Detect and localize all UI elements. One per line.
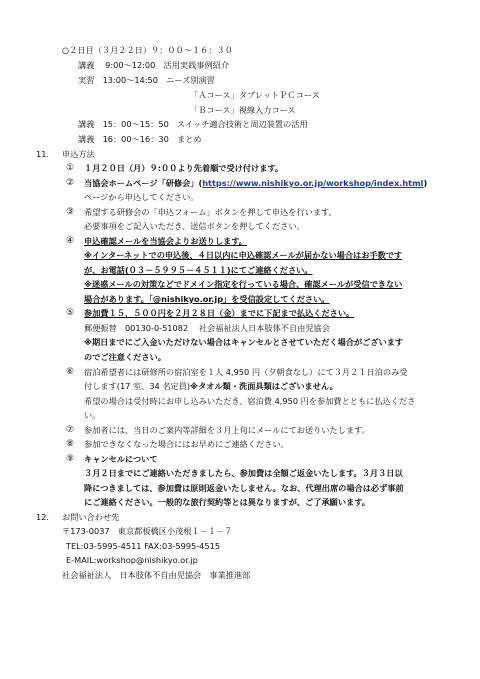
contact-address: 〒173-0037 東京都板橋区小茂根１－１－７ xyxy=(62,526,233,536)
item-2-prefix: 当協会ホームページ「研修会」( xyxy=(84,178,203,188)
item-1-marker: ① xyxy=(66,163,75,173)
day2-course-a: 「Ａコース」タブレットＰＣコース xyxy=(190,90,320,100)
item-9-marker: ⑨ xyxy=(66,454,75,464)
item-2-line-1 xyxy=(84,177,427,189)
item-4-line-1: 申込確認メールを当協会よりお送りします。 xyxy=(84,236,247,246)
section-12-title: お問い合わせ先 xyxy=(62,512,120,522)
item-3-line-2: 必要事項をご記入いただき、送信ボタンを押してください。 xyxy=(84,221,305,231)
item-7-text: 参加者には、当日のご案内等詳細を３月上旬にメールにてお送りいたします。 xyxy=(84,425,370,435)
item-4-line-3: が、お電話(０３－５９９５－４５１１)にてご連絡ください。 xyxy=(84,265,313,275)
item-2-suffix: ) xyxy=(423,178,428,188)
day2-lecture-1: 講義 9:00～12:00 活用実践事例紹介 xyxy=(78,60,230,70)
item-4-line-4: ※迷惑メールの対策などでドメイン指定を行っている場合、確認メールが受信できない xyxy=(84,279,403,289)
section-11-title: 申込方法 xyxy=(62,149,95,159)
contact-organization: 社会福祉法人 日本肢体不自由児協会 事業推進部 xyxy=(62,570,251,580)
item-4-marker: ④ xyxy=(66,236,75,246)
item-5-marker: ⑤ xyxy=(66,308,75,318)
item-4-line-2: ※インターネットでの申込後、４日以内に申込確認メールが届かない場合はお手数です xyxy=(84,250,403,260)
item-2-line-2: ページから申込してください。 xyxy=(84,192,199,202)
day2-lecture-2: 講義 15：00～15：50 スイッチ適合技術と周辺装置の活用 xyxy=(78,119,308,129)
item-6-room-capacity: 付します(17 室、34 名定員) xyxy=(84,381,191,391)
item-5-line-1: 参加費１５，５００円を２月２８日（金）までに下記まで払込ください。 xyxy=(84,308,355,318)
item-6-towel-note: ※タオル類・洗面具類はございません。 xyxy=(190,381,338,391)
item-6-line-4: い。 xyxy=(84,410,101,420)
day2-course-b: 「Ｂコース」視線入力コース xyxy=(190,105,296,115)
item-6-line-1: 宿泊希望者には研修所の宿泊室を１人 4,950 円（夕朝食なし）にて３月２１日泊のみ受 xyxy=(84,367,408,377)
item-6-marker: ⑥ xyxy=(66,367,75,377)
item-9-line-2: ３月２日までにご連絡いただきましたら、参加費は全額ご返金いたします。３月３日以 xyxy=(84,468,403,478)
item-9-line-3: 降につきましては、参加費は原則返金いたしません。なお、代理出席の場合は必ず事前 xyxy=(84,483,404,493)
item-5-line-4: のでご注意ください。 xyxy=(84,352,166,362)
item-8-text: 参加できなくなった場合にはお早めにご連絡ください。 xyxy=(84,439,289,449)
contact-email[interactable]: E-MAIL:workshop@nishikyo.or.jp xyxy=(66,555,198,565)
item-5-line-2: 郵便振替 00130-0-51082 社会福祉法人日本肢体不自由児協会 xyxy=(84,323,330,333)
item-3-marker: ③ xyxy=(66,207,75,217)
item-2-marker: ② xyxy=(66,178,75,188)
day2-practice: 実習 13:00～14:50 ニーズ別演習 xyxy=(78,75,215,85)
day2-lecture-3: 講義 16：00～16：30 まとめ xyxy=(78,134,202,144)
workshop-url-link[interactable]: https://www.nishikyo.or.jp/workshop/index.html xyxy=(202,178,424,188)
day2-header: ○２日目（３月２２日）９：００～１６：３０ xyxy=(62,45,233,55)
item-9-line-4: にご連絡ください。一般的な旅行契約等とは異なりますが、ご了承願います。 xyxy=(84,497,370,507)
item-6-line-3: 希望の場合は受付時にお申し込みいただき、宿泊費 4,950 円を参加費とともに払込くださ xyxy=(84,396,416,406)
item-9-line-1: キャンセルについて xyxy=(84,454,158,464)
item-6-line-2 xyxy=(84,380,338,392)
item-3-line-1: 希望する研修会の「申込フォーム」ボタンを押して申込を行います。 xyxy=(84,207,337,217)
section-12-number: 12. xyxy=(36,512,50,522)
section-11-number: 11. xyxy=(36,149,50,159)
contact-phone-fax: TEL:03-5995-4511 FAX:03-5995-4515 xyxy=(66,541,221,551)
item-7-marker: ⑦ xyxy=(66,425,75,435)
item-1-text: １月２０日（月）９:００より先着順で受け付けます。 xyxy=(84,163,284,173)
item-5-line-3: ※期日までにご入金いただけない場合はキャンセルとさせていただく場合がございます xyxy=(84,337,404,347)
item-4-line-5: 場合があります。「@nishikyo.or.jp」を受信設定してください。 xyxy=(84,294,330,304)
item-8-marker: ⑧ xyxy=(66,439,75,449)
